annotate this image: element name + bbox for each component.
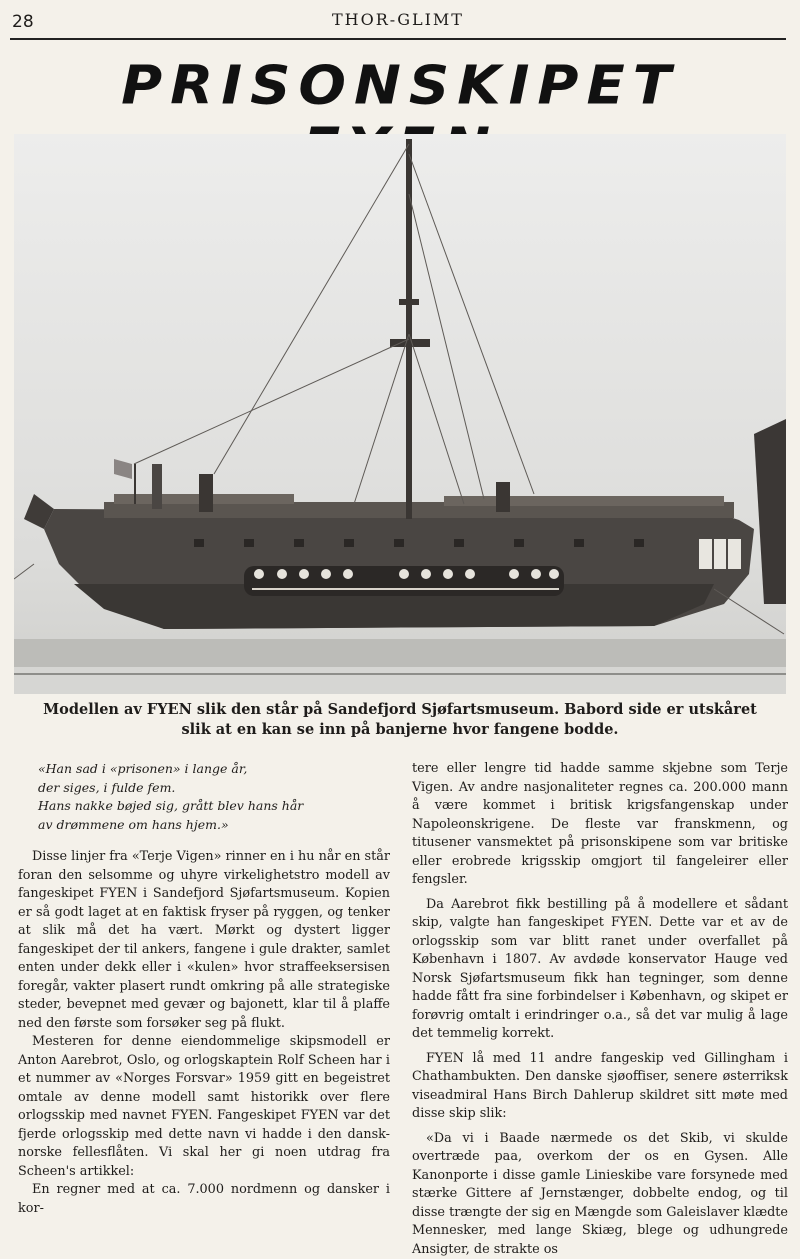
right-column	[412, 760, 788, 1259]
paragraph: En regner med at ca. 7.000 nordmenn og dansker i kor-	[18, 1181, 390, 1218]
paragraph: Mesteren for denne eiendommelige skipsmodell er Anton Aarebrot, Oslo, og orlogskaptein Rolf Scheen har i et nummer av «Norges Forsvar» 1959 gitt en begeistret omtale av denne modell samt historikk over flere orlogsskip med navnet FYEN. Fangeskipet FYEN var det fjerde orlogsskip med dette navn vi hadde i den dansk-norske fellesflåten. Vi skal her gi noen utdrag fra Scheen's artikkel:	[18, 1033, 390, 1181]
paragraph: FYEN lå med 11 andre fangeskip ved Gillingham i Chathambukten. Den danske sjøoffiser, senere østerriksk viseadmiral Hans Birch Dahlerup skildret sitt møte med disse skip slik:	[412, 1050, 788, 1124]
photo-caption: Modellen av FYEN slik den står på Sandefjord Sjøfartsmuseum. Babord side er utskåret slik at en kan se inn på banjerne hvor fangene bodde.	[40, 700, 760, 740]
paragraph: «Da vi i Baade nærmede os det Skib, vi skulde overtræde paa, overkom der os en Gysen. Alle Kanonporte i disse gamle Linieskibe vare forsynede med stærke Gittere af Jernstænger, dobbelte endog, og til disse trængte der sig en Mængde som Galeislaver klædte Mennesker, med lange Skiæg, blege og udhungrede Ansigter, de strakte os	[412, 1130, 788, 1259]
poem-line: av drømmene om hans hjem.»	[38, 816, 390, 835]
ship-model-photo	[14, 134, 786, 694]
poem-line: der siges, i fulde fem.	[38, 779, 390, 798]
paragraph: tere eller lengre tid hadde samme skjebne som Terje Vigen. Av andre nasjonaliteter regnes ca. 200.000 mann å være kommet i britisk krigsfangenskap under Napoleonskrigene. De fleste var franskmenn, og titusener vansmektet på prisonskipene som var britiske eller erobrede krigsskip omgjort til fangeleirer eller fengsler.	[412, 760, 788, 890]
poem-quote	[38, 760, 390, 834]
paragraph: Disse linjer fra «Terje Vigen» rinner en i hu når en står foran den selsomme og uhyre virkelighetstro modell av fangeskipet FYEN i Sandefjord Sjøfartsmuseum. Kopien er så godt laget at en faktisk fryser på ryggen, og tenker at slik må det ha vært. Mørkt og dystert ligger fangeskipet der til ankers, fangene i gule drakter, samlet enten under dekk eller i «kulen» hvor straffeeksersisen foregår, vakter plasert rundt omkring på alle strategiske steder, bevepnet med gevær og bajonett, klar til å plaffe ned den første som forsøker seg på flukt.	[18, 848, 390, 1033]
page-header	[10, 8, 786, 40]
article-title: PRISONSKIPET	[0, 55, 800, 179]
poem-line: Hans nakke bøjed sig, grått blev hans hår	[38, 797, 390, 816]
running-title: THOR-GLIMT	[10, 10, 786, 29]
paragraph: Da Aarebrot fikk bestilling på å modellere et sådant skip, valgte han fangeskipet FYEN. Dette var et av de orlogsskip som var blitt ranet under overfallet på København i 1807. Av avdøde konservator Hauge ved Norsk Sjøfartsmuseum fikk han tegninger, som denne hadde fått fra sine forbindelser i København, og skipet er forøvrig omtalt i erindringer o.a., så det var mulig å lage det temmelig korrekt.	[412, 896, 788, 1044]
poem-line: «Han sad i «prisonen» i lange år,	[38, 760, 390, 779]
left-column	[18, 760, 390, 1218]
page-number: 28	[12, 12, 34, 32]
ship-illustration	[14, 134, 786, 694]
